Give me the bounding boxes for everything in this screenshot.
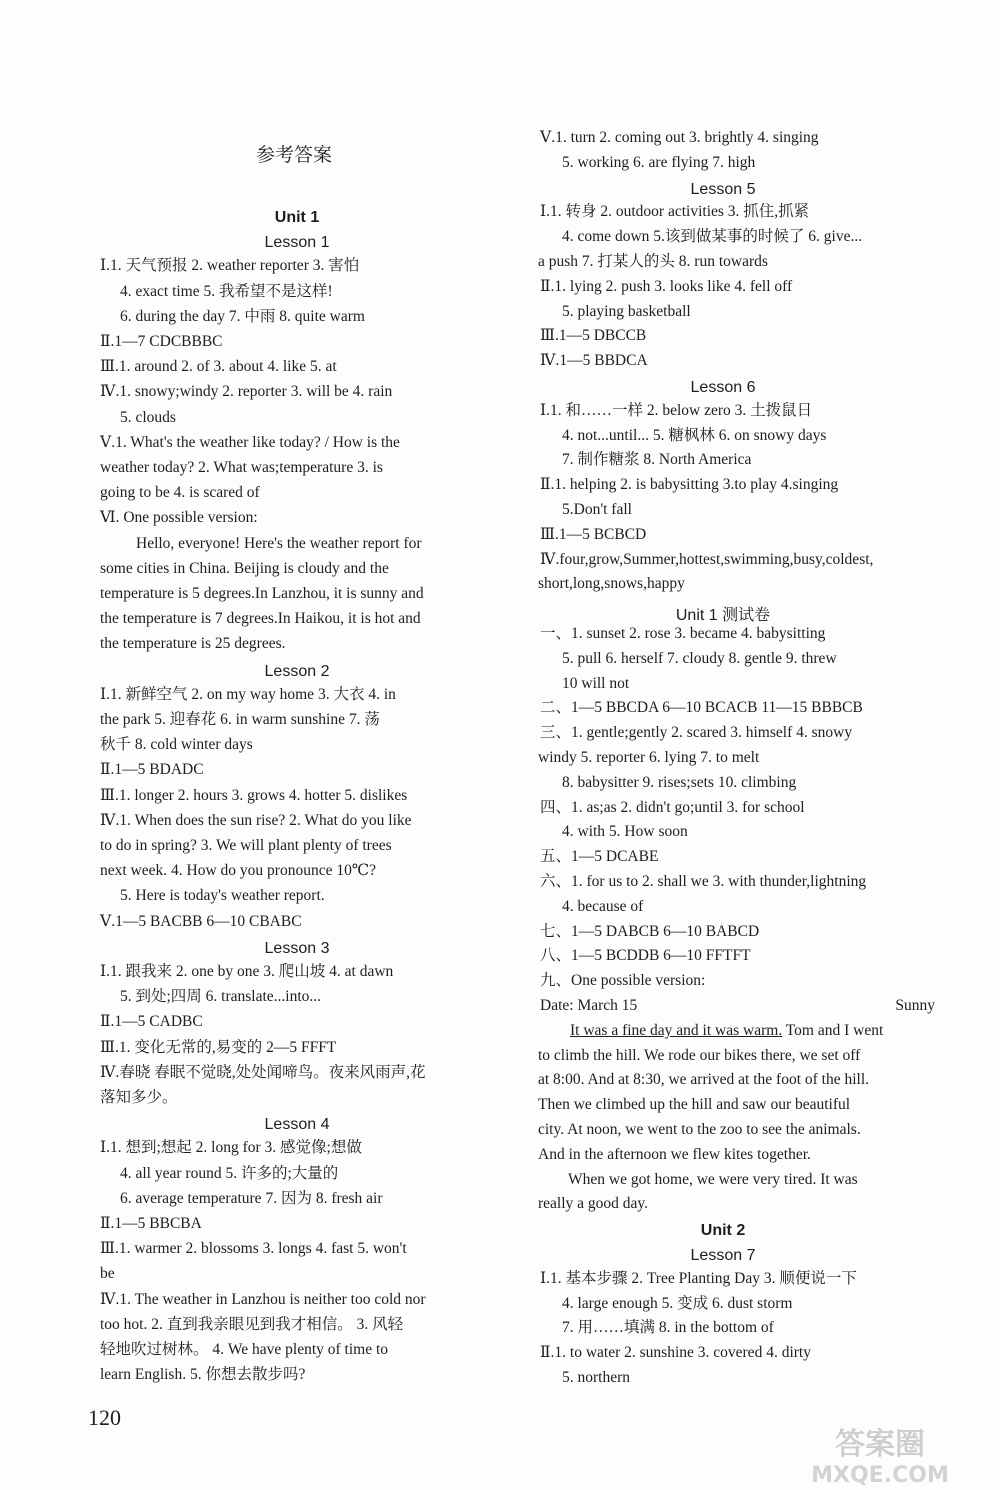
- essay-underlined-sentence: It was a fine day and it was warm.: [570, 1021, 783, 1039]
- answer-line: Ⅰ.1. 天气预报 2. weather reporter 3. 害怕: [100, 257, 360, 275]
- answer-line: short,long,snows,happy: [538, 575, 685, 593]
- answer-line: Ⅱ.1. helping 2. is babysitting 3.to play 4.singing: [540, 476, 839, 494]
- answer-line: And in the afternoon we flew kites together.: [538, 1145, 811, 1163]
- essay-first-line: [570, 1021, 883, 1041]
- answer-line: 4. come down 5.该到做某事的时候了 6. give...: [562, 228, 863, 246]
- answer-line: 一、1. sunset 2. rose 3. became 4. babysitting: [540, 625, 826, 642]
- answer-line: 4. exact time 5. 我希望不是这样!: [120, 282, 333, 300]
- answer-line: 8. babysitter 9. rises;sets 10. climbing: [562, 773, 797, 791]
- answer-line: Ⅰ.1. 想到;想起 2. long for 3. 感觉像;想做: [100, 1139, 362, 1157]
- answer-line: a push 7. 打某人的头 8. run towards: [538, 253, 768, 270]
- answer-line: 四、1. as;as 2. didn't go;until 3. for school: [540, 798, 805, 816]
- answer-line: 六、1. for us to 2. shall we 3. with thunder,lightning: [540, 873, 867, 890]
- essay-weather: Sunny: [895, 997, 935, 1014]
- watermark-text-main: 答案圈: [835, 1427, 925, 1462]
- essay-date: Date: March 15: [540, 997, 638, 1014]
- answer-line: Ⅲ.1. around 2. of 3. about 4. like 5. at: [100, 358, 337, 376]
- answer-line: 6. during the day 7. 中雨 8. quite warm: [120, 307, 365, 325]
- answer-line: Ⅰ.1. 跟我来 2. one by one 3. 爬山坡 4. at dawn: [100, 963, 394, 980]
- answer-line: Ⅰ.1. 新鲜空气 2. on my way home 3. 大衣 4. in: [100, 685, 396, 703]
- answer-line: Ⅱ.1—7 CDCBBBC: [100, 333, 223, 350]
- answer-line: Ⅴ.1—5 BACBB 6—10 CBABC: [100, 912, 302, 930]
- answer-line: 10 will not: [562, 674, 630, 692]
- answer-line: Ⅲ.1. 变化无常的,易变的 2—5 FFFT: [100, 1038, 337, 1056]
- answer-line: 轻地吹过树林。 4. We have plenty of time to: [100, 1341, 389, 1358]
- answer-line: 5. 到处;四周 6. translate...into...: [120, 988, 322, 1006]
- answer-line: windy 5. reporter 6. lying 7. to melt: [538, 749, 760, 766]
- answer-line: too hot. 2. 直到我亲眼见到我才相信。 3. 风轻: [100, 1315, 404, 1333]
- watermark-text-url: MXQE.COM: [811, 1463, 949, 1488]
- answer-line: Ⅲ.1. warmer 2. blossoms 3. longs 4. fast 5. won't: [100, 1240, 407, 1258]
- lesson-heading: Lesson 3: [264, 939, 330, 957]
- lesson-heading: Lesson 2: [264, 662, 330, 680]
- watermark-logo: [780, 1420, 980, 1490]
- answer-line: 5. pull 6. herself 7. cloudy 8. gentle 9. threw: [562, 649, 837, 667]
- answer-line: to climb the hill. We rode our bikes there, we set off: [538, 1046, 861, 1064]
- answer-line: the temperature is 25 degrees.: [100, 635, 286, 653]
- answer-line: Ⅰ.1. 转身 2. outdoor activities 3. 抓住,抓紧: [540, 203, 810, 221]
- answer-line: Ⅲ.1. longer 2. hours 3. grows 4. hotter 5. dislikes: [100, 786, 408, 804]
- lesson-heading: Unit 1 测试卷: [675, 607, 771, 625]
- answer-line: 4. all year round 5. 许多的;大量的: [120, 1164, 339, 1182]
- answer-line: 三、1. gentle;gently 2. scared 3. himself 4. snowy: [540, 724, 853, 742]
- lesson-heading: Lesson 7: [690, 1247, 756, 1264]
- lesson-heading: Lesson 6: [690, 379, 756, 396]
- essay-date-line: [540, 996, 935, 1016]
- answer-line: Ⅱ.1—5 BBCBA: [100, 1215, 202, 1232]
- answer-line: 七、1—5 DABCB 6—10 BABCD: [540, 922, 760, 940]
- answer-line: Ⅳ.1. snowy;windy 2. reporter 3. will be 4. rain: [100, 383, 393, 401]
- answer-line: really a good day.: [538, 1195, 649, 1213]
- answer-line: Ⅳ.1. The weather in Lanzhou is neither too cold nor: [100, 1290, 426, 1308]
- answer-line: 5. playing basketball: [562, 302, 691, 320]
- answer-line: Ⅳ.1. When does the sun rise? 2. What do you like: [100, 811, 412, 829]
- answer-line: next week. 4. How do you pronounce 10℃?: [100, 862, 377, 880]
- answer-line: 5. working 6. are flying 7. high: [562, 153, 756, 171]
- answer-line: 二、1—5 BBCDA 6—10 BCACB 11—15 BBBCB: [540, 699, 863, 717]
- answer-line: Ⅱ.1—5 CADBC: [100, 1013, 203, 1031]
- answer-line: Ⅰ.1. 基本步骤 2. Tree Planting Day 3. 顺便说一下: [540, 1269, 857, 1287]
- answer-line: to do in spring? 3. We will plant plenty of trees: [100, 837, 392, 854]
- page-number: 120: [88, 1405, 121, 1430]
- essay-text: Tom and I went: [782, 1021, 884, 1039]
- answer-line: Ⅳ.four,grow,Summer,hottest,swimming,busy,coldest,: [540, 550, 874, 568]
- answer-line: Ⅱ.1. lying 2. push 3. looks like 4. fell off: [540, 277, 793, 295]
- answer-line: 秋千 8. cold winter days: [100, 736, 253, 754]
- answer-line: 5. Here is today's weather report.: [120, 887, 325, 905]
- answer-line: Hello, everyone! Here's the weather report for: [136, 534, 422, 552]
- answer-line: Ⅴ.1. What's the weather like today? / How is the: [100, 433, 400, 451]
- answer-line: Ⅰ.1. 和……一样 2. below zero 3. 土拨鼠日: [540, 401, 813, 419]
- lesson-heading: Lesson 4: [264, 1116, 330, 1134]
- unit-heading: Unit 2: [700, 1222, 746, 1240]
- answer-line: 5.Don't fall: [562, 501, 632, 518]
- answer-line: 五、1—5 DCABE: [540, 848, 659, 866]
- answer-line: Ⅳ.1—5 BBDCA: [540, 352, 648, 370]
- answer-line: weather today? 2. What was;temperature 3. is: [100, 459, 383, 476]
- answer-line: 7. 用……填满 8. in the bottom of: [562, 1319, 774, 1337]
- answer-line: 5. northern: [562, 1369, 631, 1386]
- answer-line: 4. large enough 5. 变成 6. dust storm: [562, 1294, 793, 1312]
- lesson-heading: Lesson 5: [690, 180, 756, 198]
- answer-line: the park 5. 迎春花 6. in warm sunshine 7. 荡: [100, 711, 380, 728]
- answer-line: 八、1—5 BCDDB 6—10 FFTFT: [540, 947, 751, 965]
- answer-line: 5. clouds: [120, 408, 176, 426]
- answer-line: 4. because of: [562, 897, 644, 915]
- answer-line: going to be 4. is scared of: [100, 484, 260, 502]
- answer-line: Ⅵ. One possible version:: [100, 509, 258, 527]
- answer-line: at 8:00. And at 8:30, we arrived at the foot of the hill.: [538, 1071, 870, 1089]
- answer-line: Ⅴ.1. turn 2. coming out 3. brightly 4. singing: [540, 129, 819, 146]
- answer-line: 九、One possible version:: [540, 972, 706, 990]
- answer-line: 7. 制作糖浆 8. North America: [562, 451, 752, 469]
- answer-line: the temperature is 7 degrees.In Haikou, it is hot and: [100, 610, 421, 628]
- answer-line: 6. average temperature 7. 因为 8. fresh air: [120, 1189, 383, 1207]
- unit-heading: Unit 1: [274, 209, 320, 226]
- answer-line: 4. not...until... 5. 糖枫林 6. on snowy days: [562, 426, 827, 444]
- page-title: 参考答案: [256, 144, 333, 166]
- answer-line: some cities in China. Beijing is cloudy and the: [100, 559, 389, 577]
- answer-line: temperature is 5 degrees.In Lanzhou, it is sunny and: [100, 585, 424, 602]
- answer-line: Ⅱ.1. to water 2. sunshine 3. covered 4. dirty: [540, 1344, 811, 1362]
- answer-line: Ⅲ.1—5 DBCCB: [540, 327, 647, 345]
- lesson-heading: Lesson 1: [264, 234, 330, 252]
- answer-line: learn English. 5. 你想去散步吗?: [100, 1366, 306, 1384]
- answer-line: Then we climbed up the hill and saw our beautiful: [538, 1096, 851, 1114]
- answer-line: 4. with 5. How soon: [562, 823, 688, 841]
- answer-line: Ⅳ.春晓 春眠不觉晓,处处闻啼鸟。夜来风雨声,花: [100, 1063, 426, 1081]
- answer-line: 落知多少。: [100, 1089, 178, 1106]
- answer-line: be: [100, 1265, 115, 1283]
- answer-line: Ⅲ.1—5 BCBCD: [540, 525, 647, 543]
- answer-line: Ⅱ.1—5 BDADC: [100, 761, 204, 779]
- answer-line: city. At noon, we went to the zoo to see the animals.: [538, 1121, 861, 1138]
- answer-line: When we got home, we were very tired. It was: [568, 1170, 858, 1188]
